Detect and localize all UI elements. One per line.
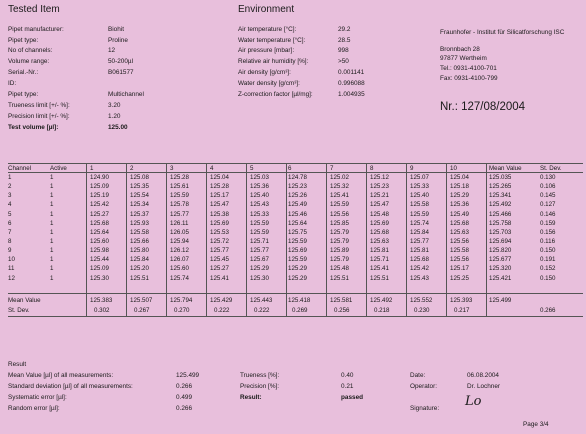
tested-item-value: 12 (108, 47, 116, 54)
table-cell: 1 (50, 275, 54, 282)
table-cell: 125.341 (489, 192, 512, 199)
table-cell: 0.145 (540, 192, 556, 199)
table-cell: 125.02 (330, 174, 349, 181)
table-cell: 125.29 (288, 265, 307, 272)
table-cell: 5 (8, 211, 12, 218)
table-cell: 125.69 (210, 220, 229, 227)
result-label: Result: (240, 394, 262, 401)
table-header: Mean Value (489, 165, 522, 172)
table-cell: 125.56 (330, 211, 349, 218)
table-cell: 125.820 (489, 247, 512, 254)
table-column-rule (366, 163, 367, 316)
table-column-rule (166, 163, 167, 316)
table-cell: 8 (8, 238, 12, 245)
table-cell: 125.77 (250, 247, 269, 254)
table-cell: 125.17 (450, 265, 469, 272)
result-title: Result (8, 361, 27, 368)
table-cell: 125.80 (130, 247, 149, 254)
table-cell: 125.53 (210, 229, 229, 236)
tested-item-value: 3.20 (108, 102, 121, 109)
table-cell: 1 (50, 174, 54, 181)
mean-value: 125.581 (330, 297, 353, 304)
environment-value: 998 (338, 47, 349, 54)
table-column-rule (286, 163, 287, 316)
table-cell: 0.159 (540, 220, 556, 227)
table-cell: 125.320 (489, 265, 512, 272)
table-cell: 125.758 (489, 220, 512, 227)
mean-value: 125.418 (288, 297, 311, 304)
table-cell: 125.41 (210, 275, 229, 282)
table-cell: 125.09 (90, 265, 109, 272)
std-value: 0.222 (254, 307, 270, 314)
table-cell: 125.56 (450, 256, 469, 263)
table-cell: 125.26 (288, 192, 307, 199)
tested-item-value: Proline (108, 37, 128, 44)
table-header: 6 (288, 165, 292, 172)
table-cell: 125.703 (489, 229, 512, 236)
tested-item-label: ID: (8, 80, 17, 87)
table-cell: 125.60 (170, 265, 189, 272)
table-cell: 125.03 (250, 174, 269, 181)
table-cell: 125.68 (370, 229, 389, 236)
table-cell: 125.47 (370, 201, 389, 208)
table-cell: 125.421 (489, 275, 512, 282)
tested-item-label: Volume range: (8, 58, 50, 65)
table-cell: 9 (8, 247, 12, 254)
mean-value: 125.552 (410, 297, 433, 304)
std-value: 0.270 (174, 307, 190, 314)
table-cell: 125.71 (250, 238, 269, 245)
table-header: 9 (410, 165, 414, 172)
table-cell: 125.35 (130, 183, 149, 190)
tested-item-value: B061577 (108, 69, 134, 76)
table-cell: 125.59 (170, 192, 189, 199)
mean-value: 125.507 (130, 297, 153, 304)
table-cell: 125.29 (288, 275, 307, 282)
table-cell: 125.29 (250, 265, 269, 272)
table-cell: 125.36 (450, 201, 469, 208)
std-value: 0.266 (540, 307, 556, 314)
table-cell: 125.59 (250, 229, 269, 236)
environment-title: Environment (238, 4, 295, 15)
report-number: Nr.: 127/08/2004 (440, 101, 526, 113)
table-column-rule (446, 163, 447, 316)
table-cell: 125.98 (90, 247, 109, 254)
table-cell: 125.63 (450, 229, 469, 236)
table-header: 10 (450, 165, 457, 172)
result-value: 0.266 (176, 405, 192, 412)
table-cell: 0.150 (540, 275, 556, 282)
table-cell: 1 (50, 220, 54, 227)
table-cell: 125.51 (130, 275, 149, 282)
environment-label: Air temperature [°C]: (238, 26, 297, 33)
result-label: Random error [µl]: (8, 405, 60, 412)
result-value: 0.21 (341, 383, 354, 390)
table-cell: 125.09 (90, 183, 109, 190)
table-cell: 125.59 (288, 238, 307, 245)
std-value: 0.230 (414, 307, 430, 314)
result-label: Systematic error [µl]: (8, 394, 67, 401)
table-cell: 125.68 (450, 220, 469, 227)
tested-item-title: Tested Item (8, 4, 60, 15)
table-cell: 1 (50, 211, 54, 218)
environment-value: 29.2 (338, 26, 351, 33)
table-cell: 1 (50, 256, 54, 263)
table-cell: 125.61 (170, 183, 189, 190)
result-label: Standard deviation [µl] of all measurements: (8, 383, 133, 390)
std-value: 0.302 (94, 307, 110, 314)
environment-label: Water temperature [°C]: (238, 37, 306, 44)
table-cell: 125.79 (330, 238, 349, 245)
table-cell: 125.46 (288, 211, 307, 218)
table-cell: 125.79 (330, 256, 349, 263)
table-cell: 125.07 (410, 174, 429, 181)
table-cell: 125.41 (330, 192, 349, 199)
table-cell: 125.79 (330, 229, 349, 236)
table-header: 7 (330, 165, 334, 172)
table-cell: 125.67 (250, 256, 269, 263)
table-cell: 125.64 (90, 229, 109, 236)
table-cell: 125.492 (489, 201, 512, 208)
result-label: Mean Value [µl] of all measurements: (8, 372, 114, 379)
result-label: Precision [%]: (240, 383, 280, 390)
table-cell: 125.59 (330, 201, 349, 208)
table-cell: 126.12 (170, 247, 189, 254)
environment-label: Z-correction factor [µl/mg]: (238, 91, 313, 98)
table-cell: 125.94 (170, 238, 189, 245)
table-cell: 125.84 (130, 256, 149, 263)
table-column-rule (326, 163, 327, 316)
mean-value: 125.393 (450, 297, 473, 304)
table-cell: 125.33 (250, 211, 269, 218)
table-cell: 1 (50, 229, 54, 236)
institute-name: Fraunhofer - Institut für Silicatforschung ISC (440, 29, 565, 36)
table-cell: 125.69 (288, 247, 307, 254)
table-cell: 125.677 (489, 256, 512, 263)
result-value: 0.499 (176, 394, 192, 401)
tested-item-label: Test volume [µl]: (8, 124, 59, 131)
table-cell: 125.72 (210, 238, 229, 245)
tested-item-label: Pipet manufacturer: (8, 26, 64, 33)
table-cell: 124.78 (288, 174, 307, 181)
table-cell: 125.66 (130, 238, 149, 245)
page-number: Page 3/4 (523, 421, 549, 428)
table-column-rule (406, 163, 407, 316)
tested-item-label: Pipet type: (8, 37, 39, 44)
table-cell: 125.59 (250, 220, 269, 227)
table-cell: 0.127 (540, 201, 556, 208)
table-cell: 125.34 (130, 201, 149, 208)
table-cell: 125.69 (370, 220, 389, 227)
table-cell: 0.150 (540, 247, 556, 254)
std-value: 0.218 (374, 307, 390, 314)
table-cell: 125.41 (370, 265, 389, 272)
table-cell: 125.54 (130, 192, 149, 199)
result-value: 125.499 (176, 372, 200, 379)
environment-label: Air pressure [mbar]: (238, 47, 295, 54)
std-value: 0.256 (334, 307, 350, 314)
result-value: Dr. Lochner (467, 383, 501, 390)
table-cell: 125.64 (288, 220, 307, 227)
table-cell: 0.116 (540, 238, 556, 245)
result-value: 0.40 (341, 372, 354, 379)
table-cell: 125.04 (450, 174, 469, 181)
institute-street: Bronnbach 28 (440, 46, 480, 53)
table-cell: 125.30 (90, 275, 109, 282)
std-value: 0.217 (454, 307, 470, 314)
table-rule (8, 163, 583, 164)
result-label: Trueness [%]: (240, 372, 280, 379)
table-cell: 125.58 (130, 229, 149, 236)
table-cell: 125.85 (330, 220, 349, 227)
environment-value: 0.996088 (338, 80, 365, 87)
tested-item-value: 1.20 (108, 113, 121, 120)
table-cell: 125.74 (170, 275, 189, 282)
table-cell: 125.43 (410, 275, 429, 282)
table-cell: 125.33 (410, 183, 429, 190)
table-cell: 125.81 (370, 247, 389, 254)
tested-item-label: Trueness limit [+/- %]: (8, 102, 70, 109)
table-cell: 125.40 (250, 192, 269, 199)
table-cell: 125.17 (210, 192, 229, 199)
table-cell: 125.36 (250, 183, 269, 190)
institute-tel: Tel.: 0931-4100-701 (440, 65, 497, 72)
environment-value: 28.5 (338, 37, 351, 44)
table-cell: 11 (8, 265, 15, 272)
table-column-rule (206, 163, 207, 316)
table-cell: 125.77 (170, 211, 189, 218)
table-cell: 125.04 (210, 174, 229, 181)
table-cell: 125.59 (288, 256, 307, 263)
table-cell: 0.156 (540, 229, 556, 236)
table-cell: 0.130 (540, 174, 556, 181)
institute-city: 97877 Wertheim (440, 55, 487, 62)
table-cell: 125.40 (410, 192, 429, 199)
table-cell: 125.89 (330, 247, 349, 254)
table-cell: 126.05 (170, 229, 189, 236)
tested-item-value: 125.00 (108, 124, 128, 131)
table-header: 8 (370, 165, 374, 172)
result-label: Operator: (410, 383, 437, 390)
table-cell: 0.152 (540, 265, 556, 272)
table-cell: 125.23 (370, 183, 389, 190)
tested-item-value: 50-200µl (108, 58, 134, 65)
table-cell: 125.42 (410, 265, 429, 272)
table-cell: 125.30 (250, 275, 269, 282)
table-cell: 125.68 (90, 220, 109, 227)
tested-item-label: Pipet type: (8, 91, 39, 98)
table-header: Active (50, 165, 67, 172)
tested-item-value: Biohit (108, 26, 124, 33)
signature-mark: Lo (465, 394, 482, 409)
table-rule (8, 172, 583, 173)
result-value: 06.08.2004 (467, 372, 499, 379)
table-rule (8, 316, 583, 317)
table-cell: 125.45 (210, 256, 229, 263)
table-cell: 0.191 (540, 256, 556, 263)
table-cell: 125.58 (450, 247, 469, 254)
table-cell: 125.49 (288, 201, 307, 208)
table-cell: 125.75 (288, 229, 307, 236)
environment-label: Relative air humidity [%]: (238, 58, 309, 65)
table-cell: 125.19 (90, 192, 109, 199)
table-cell: 125.28 (210, 183, 229, 190)
environment-value: >50 (338, 58, 349, 65)
table-rule (8, 293, 583, 294)
mean-value: 125.443 (250, 297, 273, 304)
table-column-rule (246, 163, 247, 316)
table-cell: 125.25 (450, 275, 469, 282)
table-cell: 125.37 (130, 211, 149, 218)
mean-value: 125.794 (170, 297, 193, 304)
table-cell: 125.08 (130, 174, 149, 181)
table-cell: 4 (8, 201, 12, 208)
table-cell: 3 (8, 192, 12, 199)
table-column-rule (486, 163, 487, 316)
table-cell: 1 (50, 247, 54, 254)
table-cell: 10 (8, 256, 15, 263)
std-value: 0.267 (134, 307, 150, 314)
table-cell: 125.42 (90, 201, 109, 208)
table-cell: 125.74 (410, 220, 429, 227)
tested-item-label: Serial.-Nr.: (8, 69, 39, 76)
table-cell: 125.265 (489, 183, 512, 190)
table-cell: 1 (8, 174, 12, 181)
std-value: 0.222 (214, 307, 230, 314)
table-cell: 125.12 (370, 174, 389, 181)
std-row-label: St. Dev. (8, 307, 30, 314)
table-cell: 125.694 (489, 238, 512, 245)
mean-value: 125.499 (489, 297, 512, 304)
table-cell: 0.106 (540, 183, 556, 190)
result-value: passed (341, 394, 364, 401)
std-value: 0.269 (292, 307, 308, 314)
table-cell: 125.035 (489, 174, 512, 181)
environment-value: 1.004935 (338, 91, 365, 98)
table-cell: 125.44 (90, 256, 109, 263)
table-header: Channel (8, 165, 32, 172)
table-cell: 125.28 (170, 174, 189, 181)
environment-value: 0.001141 (338, 69, 365, 76)
table-cell: 125.43 (250, 201, 269, 208)
table-header: St. Dev. (540, 165, 562, 172)
mean-value: 125.429 (210, 297, 233, 304)
table-cell: 125.48 (330, 265, 349, 272)
table-column-rule (86, 163, 87, 316)
table-cell: 125.51 (370, 275, 389, 282)
table-cell: 125.49 (450, 211, 469, 218)
table-header: 1 (90, 165, 94, 172)
table-cell: 126.11 (170, 220, 189, 227)
result-label: Date: (410, 372, 426, 379)
tested-item-label: Precision limit [+/- %]: (8, 113, 70, 120)
table-cell: 1 (50, 183, 54, 190)
table-cell: 7 (8, 229, 12, 236)
table-cell: 125.93 (130, 220, 149, 227)
result-label: Signature: (410, 405, 440, 412)
mean-value: 125.492 (370, 297, 393, 304)
table-cell: 125.48 (370, 211, 389, 218)
table-cell: 1 (50, 265, 54, 272)
table-cell: 125.32 (330, 183, 349, 190)
table-cell: 1 (50, 238, 54, 245)
table-cell: 12 (8, 275, 15, 282)
table-cell: 125.71 (370, 256, 389, 263)
table-header: 2 (130, 165, 134, 172)
table-cell: 125.20 (130, 265, 149, 272)
mean-row-label: Mean Value (8, 297, 41, 304)
table-cell: 125.60 (90, 238, 109, 245)
table-cell: 125.84 (410, 229, 429, 236)
table-cell: 6 (8, 220, 12, 227)
table-cell: 2 (8, 183, 12, 190)
table-cell: 125.466 (489, 211, 512, 218)
table-cell: 125.21 (370, 192, 389, 199)
result-value: 0.266 (176, 383, 192, 390)
table-cell: 125.27 (210, 265, 229, 272)
table-cell: 125.59 (410, 211, 429, 218)
table-cell: 125.29 (450, 192, 469, 199)
table-cell: 0.146 (540, 211, 556, 218)
table-cell: 126.07 (170, 256, 189, 263)
table-cell: 1 (50, 192, 54, 199)
table-cell: 125.38 (210, 211, 229, 218)
environment-label: Water density [g/cm³]: (238, 80, 300, 87)
table-cell: 125.47 (210, 201, 229, 208)
table-cell: 125.63 (370, 238, 389, 245)
table-cell: 124.90 (90, 174, 109, 181)
table-cell: 125.51 (330, 275, 349, 282)
table-cell: 1 (50, 201, 54, 208)
table-cell: 125.77 (210, 247, 229, 254)
table-cell: 125.56 (450, 238, 469, 245)
table-cell: 125.78 (170, 201, 189, 208)
table-column-rule (126, 163, 127, 316)
institute-fax: Fax: 0931-4100-799 (440, 75, 498, 82)
table-cell: 125.68 (410, 256, 429, 263)
table-header: 3 (170, 165, 174, 172)
table-cell: 125.81 (410, 247, 429, 254)
table-header: 4 (210, 165, 214, 172)
table-cell: 125.27 (90, 211, 109, 218)
table-cell: 125.58 (410, 201, 429, 208)
environment-label: Air density [g/cm³]: (238, 69, 291, 76)
mean-value: 125.383 (90, 297, 113, 304)
tested-item-label: No of channels: (8, 47, 53, 54)
table-cell: 125.77 (410, 238, 429, 245)
table-cell: 125.23 (288, 183, 307, 190)
table-header: 5 (250, 165, 254, 172)
table-cell: 125.18 (450, 183, 469, 190)
tested-item-value: Multichannel (108, 91, 144, 98)
